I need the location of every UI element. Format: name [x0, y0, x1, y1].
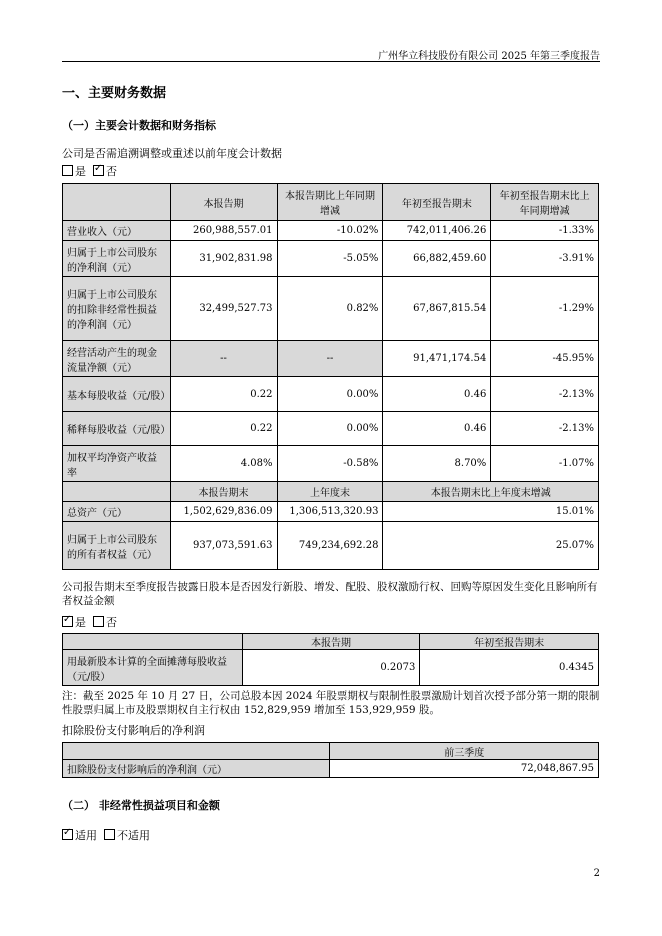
value-cell: 32,499,527.73 — [170, 277, 277, 341]
value-cell: 0.22 — [170, 412, 277, 446]
value-cell: 749,234,692.28 — [277, 522, 383, 570]
row-label: 经营活动产生的现金流量净额（元） — [63, 341, 171, 377]
value-cell: -0.58% — [277, 446, 383, 482]
share-change-options — [62, 614, 117, 630]
table-row — [63, 502, 599, 522]
header-cell: 年初至报告期末比上年同期增减 — [491, 184, 599, 221]
table-row — [63, 277, 599, 341]
option-yes-label: 是 — [75, 616, 86, 629]
checkbox-no-checked[interactable] — [93, 165, 104, 176]
header-cell: 本报告期 — [242, 634, 420, 650]
key-financial-table — [62, 183, 599, 570]
header-cell — [63, 482, 171, 502]
value-cell: 0.46 — [383, 377, 491, 412]
table-header-row — [63, 743, 599, 760]
header-rule — [62, 61, 600, 62]
table-row — [63, 446, 599, 482]
value-cell: -10.02% — [277, 221, 383, 241]
value-cell: -1.33% — [491, 221, 599, 241]
value-cell: 66,882,459.60 — [383, 241, 491, 277]
table-header-row — [63, 482, 599, 502]
value-cell: 8.70% — [383, 446, 491, 482]
row-label: 加权平均净资产收益率 — [63, 446, 171, 482]
share-change-question: 公司报告期末至季度报告披露日股本是否因发行新股、增发、配股、股权激励行权、回购等原因发生变化且影响所有者权益金额 — [62, 581, 598, 607]
value-cell: 4.08% — [170, 446, 277, 482]
value-cell: 1,502,629,836.09 — [170, 502, 277, 522]
header-cell — [63, 184, 171, 221]
header-cell: 年初至报告期末 — [420, 634, 599, 650]
value-cell: 25.07% — [383, 522, 599, 570]
value-cell: 937,073,591.63 — [170, 522, 277, 570]
value-cell: -5.05% — [277, 241, 383, 277]
row-label: 归属于上市公司股东的扣除非经常性损益的净利润（元） — [63, 277, 171, 341]
restatement-options — [62, 163, 117, 179]
header-cell: 年初至报告期末 — [383, 184, 491, 221]
header-cell: 本报告期比上年同期增减 — [277, 184, 383, 221]
value-cell: 0.46 — [383, 412, 491, 446]
header-cell — [63, 634, 243, 650]
restatement-question: 公司是否需追溯调整或重述以前年度会计数据 — [62, 147, 282, 160]
row-label: 总资产（元） — [63, 502, 171, 522]
checkbox-yes[interactable] — [62, 165, 73, 176]
row-label: 扣除股份支付影响后的净利润（元） — [63, 760, 330, 778]
table-row — [63, 412, 599, 446]
subsection-title-2: （二） 非经常性损益项目和金额 — [62, 799, 220, 812]
value-cell: 72,048,867.95 — [330, 760, 599, 778]
row-label: 营业收入（元） — [63, 221, 171, 241]
table-row — [63, 241, 599, 277]
table-row — [63, 650, 599, 686]
option-yes-label: 是 — [75, 165, 86, 178]
row-label: 用最新股本计算的全面摊薄每股收益（元/股） — [63, 650, 243, 686]
header-cell — [63, 743, 330, 760]
value-cell: 260,988,557.01 — [170, 221, 277, 241]
value-cell: -- — [277, 341, 383, 377]
table-row — [63, 377, 599, 412]
value-cell: 15.01% — [383, 502, 599, 522]
deduct-table — [62, 742, 599, 778]
value-cell: -- — [170, 341, 277, 377]
value-cell: 91,471,174.54 — [383, 341, 491, 377]
value-cell: 0.00% — [277, 377, 383, 412]
header-cell: 前三季度 — [330, 743, 599, 760]
table-header-row — [63, 184, 599, 221]
checkbox-yes-checked[interactable] — [62, 616, 73, 627]
row-label: 归属于上市公司股东的净利润（元） — [63, 241, 171, 277]
header-cell: 上年度末 — [277, 482, 383, 502]
option-applicable-label: 适用 — [75, 829, 97, 842]
applicability-options — [62, 827, 150, 843]
value-cell: 67,867,815.54 — [383, 277, 491, 341]
header-cell: 本报告期末比上年度末增减 — [383, 482, 599, 502]
header-cell: 本报告期末 — [170, 482, 277, 502]
value-cell: 0.00% — [277, 412, 383, 446]
share-note: 注：截至 2025 年 10 月 27 日，公司总股本因 2024 年股票期权与限制性股票激励计划首次授予部分第一期的限制性股票归属上市及股票期权自主行权由 152,829,959 增加至 153,929,959 股。 — [62, 690, 600, 716]
value-cell: -1.07% — [491, 446, 599, 482]
checkbox-applicable-checked[interactable] — [62, 829, 73, 840]
diluted-eps-table — [62, 633, 599, 686]
value-cell: -45.95% — [491, 341, 599, 377]
checkbox-no[interactable] — [93, 616, 104, 627]
running-header: 广州华立科技股份有限公司 2025 年第三季度报告 — [378, 51, 600, 62]
option-no-label: 否 — [106, 616, 117, 629]
value-cell: 31,902,831.98 — [170, 241, 277, 277]
value-cell: 0.82% — [277, 277, 383, 341]
value-cell: -2.13% — [491, 412, 599, 446]
table-row — [63, 760, 599, 778]
value-cell: -2.13% — [491, 377, 599, 412]
table-header-row — [63, 634, 599, 650]
subsection-title: （一）主要会计数据和财务指标 — [62, 119, 216, 132]
option-not-applicable-label: 不适用 — [117, 829, 150, 842]
page-number: 2 — [593, 868, 600, 879]
section-title: 一、主要财务数据 — [62, 86, 167, 101]
value-cell: 0.4345 — [420, 650, 599, 686]
table-row — [63, 341, 599, 377]
value-cell: 0.22 — [170, 377, 277, 412]
table-row — [63, 221, 599, 241]
deduct-title: 扣除股份支付影响后的净利润 — [62, 724, 205, 737]
checkbox-not-applicable[interactable] — [104, 829, 115, 840]
value-cell: -3.91% — [491, 241, 599, 277]
row-label: 稀释每股收益（元/股） — [63, 412, 171, 446]
row-label: 基本每股收益（元/股） — [63, 377, 171, 412]
table-row — [63, 522, 599, 570]
value-cell: 1,306,513,320.93 — [277, 502, 383, 522]
option-no-label: 否 — [106, 165, 117, 178]
value-cell: 0.2073 — [242, 650, 420, 686]
header-cell: 本报告期 — [170, 184, 277, 221]
value-cell: 742,011,406.26 — [383, 221, 491, 241]
value-cell: -1.29% — [491, 277, 599, 341]
row-label: 归属于上市公司股东的所有者权益（元） — [63, 522, 171, 570]
